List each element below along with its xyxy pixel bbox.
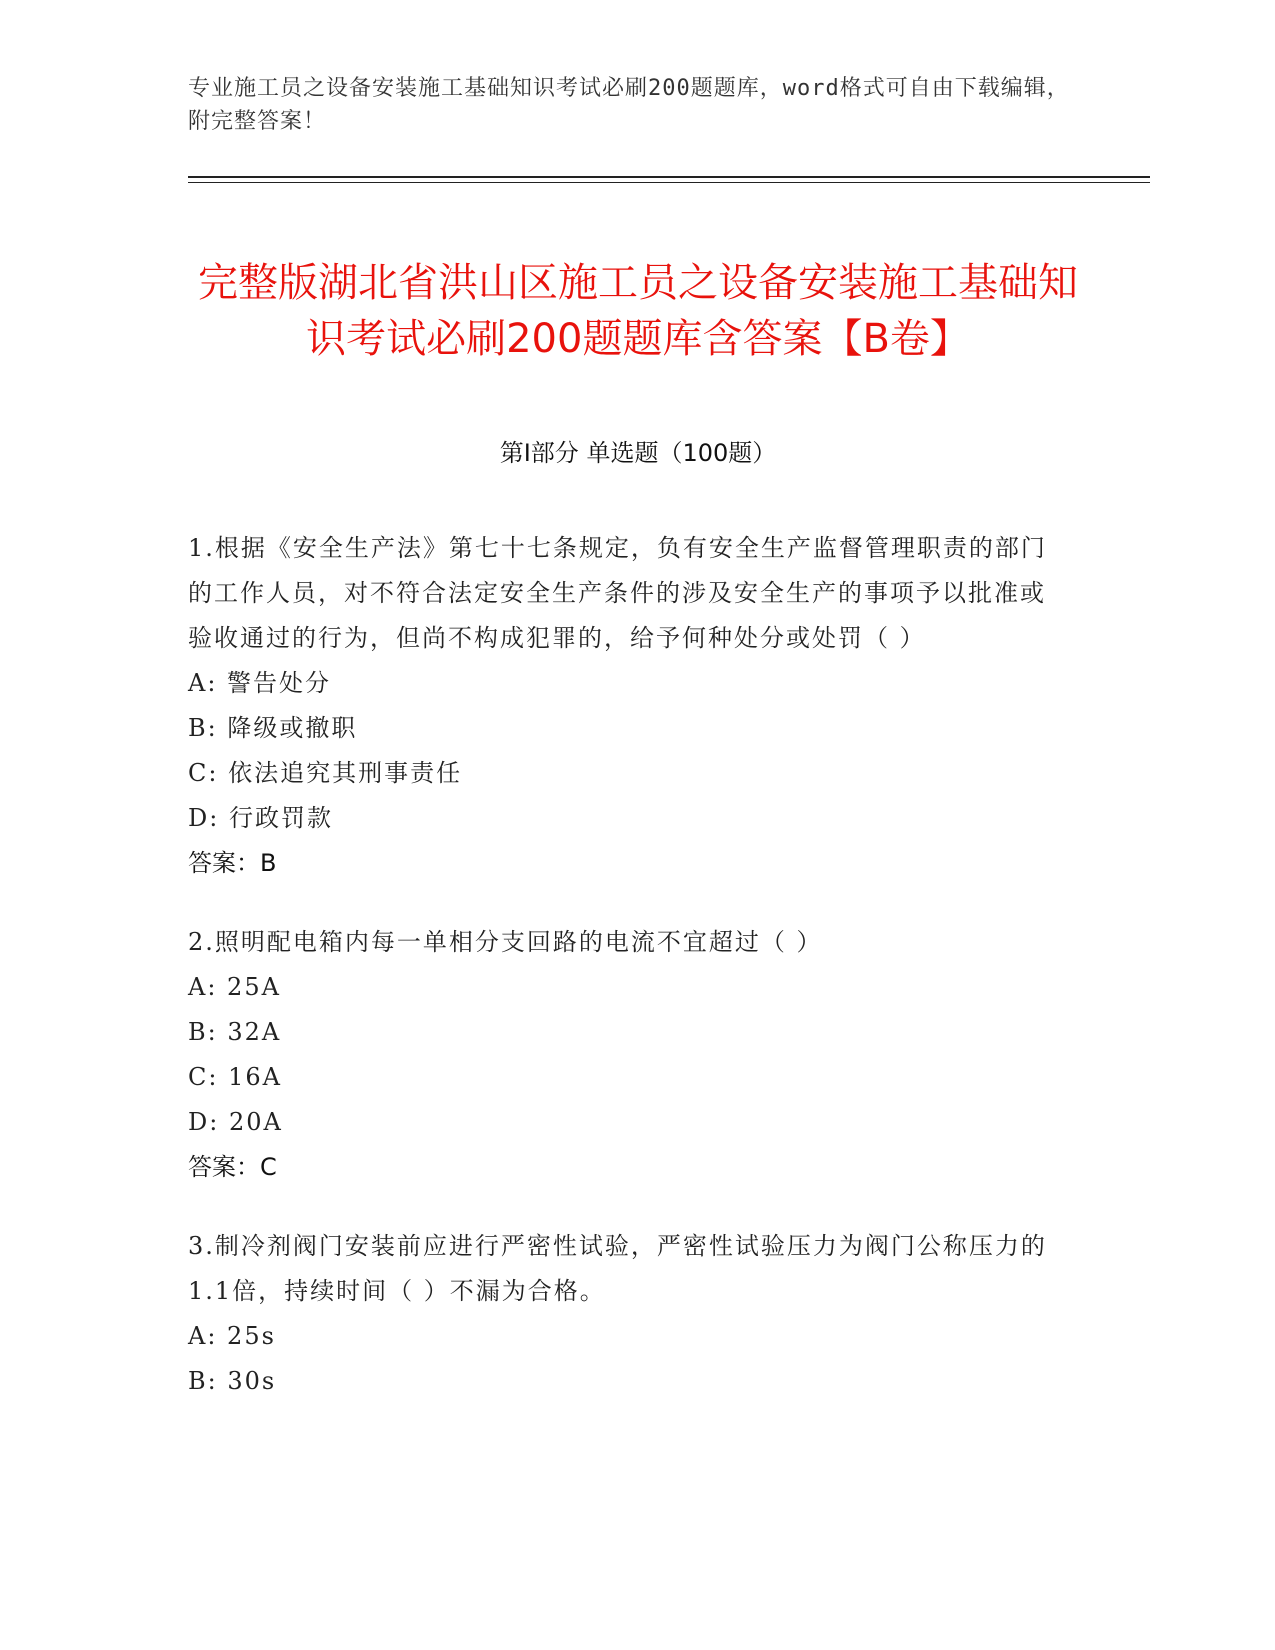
option-c: C: 16A xyxy=(188,1063,282,1091)
option-d: D: 20A xyxy=(188,1108,283,1136)
option-d: D: 行政罚款 xyxy=(188,804,333,832)
option-a: A: 警告处分 xyxy=(188,669,332,697)
header-divider-thick xyxy=(188,176,1150,178)
header-note: 专业施工员之设备安装施工基础知识考试必刷200题题库，word格式可自由下载编辑，附完整答案！ xyxy=(188,76,1070,134)
question-text: 2.照明配电箱内每一单相分支回路的电流不宜超过（ ） xyxy=(188,928,823,956)
answer-line: 答案：B xyxy=(188,849,277,877)
question-text: 1.根据《安全生产法》第七十七条规定，负有安全生产监督管理职责的部门的工作人员，对不符合法定安全生产条件的涉及安全生产的事项予以批准或验收通过的行为，但尚不构成犯罪的，给予何种处分或处罚（ ） xyxy=(188,534,1047,652)
option-b: B: 降级或撤职 xyxy=(188,714,358,742)
answer-line: 答案：C xyxy=(188,1153,277,1181)
option-b: B: 32A xyxy=(188,1018,282,1046)
option-a: A: 25A xyxy=(188,973,281,1001)
question-text: 3.制冷剂阀门安装前应进行严密性试验，严密性试验压力为阀门公称压力的1.1倍，持续时间（ ）不漏为合格。 xyxy=(188,1232,1047,1305)
question-list xyxy=(188,526,1068,1438)
section-heading: 第Ⅰ部分 单选题（100题） xyxy=(499,439,777,467)
question-3 xyxy=(188,1224,1068,1404)
option-c: C: 依法追究其刑事责任 xyxy=(188,759,463,787)
option-b: B: 30s xyxy=(188,1367,277,1395)
option-a: A: 25s xyxy=(188,1322,276,1350)
header-divider-thin xyxy=(188,182,1150,183)
document-title: 完整版湖北省洪山区施工员之设备安装施工基础知识考试必刷200题题库含答案【B卷】 xyxy=(198,259,1078,362)
question-2 xyxy=(188,920,1068,1190)
question-1 xyxy=(188,526,1068,886)
